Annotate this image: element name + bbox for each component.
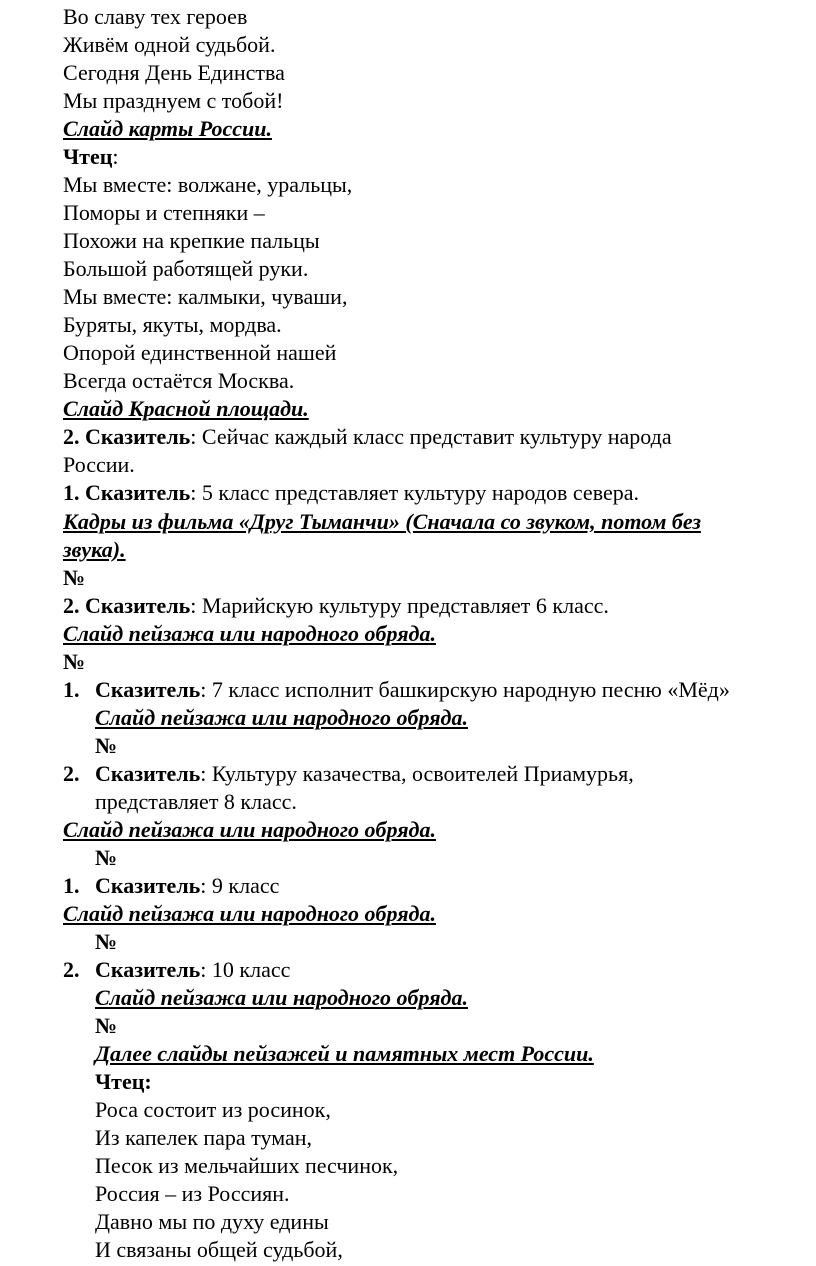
speaker-line — [95, 872, 279, 900]
list-number: 2. — [63, 957, 80, 982]
narrator-label: 2. Сказитель — [63, 424, 191, 449]
reader-label: Чтец — [63, 144, 113, 169]
list-number: 1. — [63, 677, 80, 702]
slide-instruction: Далее слайды пейзажей и памятных мест России. — [95, 1041, 594, 1066]
speaker-line — [95, 676, 730, 704]
narrator-label: 1. Сказитель — [63, 480, 191, 505]
poem-line: Похожи на крепкие пальцы — [63, 228, 320, 253]
poem-line: Мы вместе: калмыки, чуваши, — [63, 284, 348, 309]
slide-instruction: Слайд пейзажа или народного обряда. — [63, 901, 436, 926]
poem-line: Россия – из Россиян. — [95, 1181, 290, 1206]
speaker-line — [95, 956, 290, 984]
speaker-line — [63, 479, 639, 507]
speaker-line — [95, 760, 634, 788]
poem-line: Живём одной судьбой. — [63, 32, 276, 57]
reader-colon: : — [112, 144, 119, 169]
slide-instruction: Слайд пейзажа или народного обряда. — [95, 985, 468, 1010]
speaker-line — [63, 592, 609, 620]
slide-instruction: Слайд карты России. — [63, 116, 272, 141]
poem-line: Большой работящей руки. — [63, 256, 309, 281]
list-number: 2. — [63, 761, 80, 786]
poem-line: Песок из мельчайших песчинок, — [95, 1153, 399, 1178]
slide-instruction: Слайд Красной площади. — [63, 396, 309, 421]
narrator-label: Сказитель — [95, 677, 201, 702]
narrator-text: : 5 класс представляет культуру народов севера. — [190, 480, 639, 505]
poem-line: Мы празднуем с тобой! — [63, 88, 284, 113]
speaker-line-continuation: России. — [63, 452, 135, 477]
slide-instruction: звука). — [63, 537, 126, 562]
number-sign: № — [63, 565, 86, 590]
poem-line: Опорой единственной нашей — [63, 340, 337, 365]
slide-instruction: Кадры из фильма «Друг Тыманчи» (Сначала со звуком, потом без — [63, 509, 701, 534]
poem-line: Поморы и степняки – — [63, 200, 265, 225]
poem-line: Мы вместе: волжане, уральцы, — [63, 172, 353, 197]
slide-instruction: Слайд пейзажа или народного обряда. — [63, 817, 436, 842]
number-sign: № — [95, 929, 118, 954]
slide-instruction: Слайд пейзажа или народного обряда. — [95, 705, 468, 730]
narrator-text: : Сейчас каждый класс представит культуру народа — [190, 424, 672, 449]
narrator-text: : 10 класс — [200, 957, 291, 982]
narrator-text: : Марийскую культуру представляет 6 класс. — [190, 593, 609, 618]
narrator-label: 2. Сказитель — [63, 593, 191, 618]
number-sign: № — [63, 649, 86, 674]
poem-line: Давно мы по духу едины — [95, 1209, 329, 1234]
reader-label: Чтец: — [95, 1069, 152, 1094]
narrator-text: : 7 класс исполнит башкирскую народную песню «Мёд» — [200, 677, 730, 702]
speaker-line-continuation: представляет 8 класс. — [95, 789, 297, 814]
poem-line: Сегодня День Единства — [63, 60, 285, 85]
number-sign: № — [95, 733, 118, 758]
poem-line: Буряты, якуты, мордва. — [63, 312, 282, 337]
speaker-line — [63, 143, 119, 171]
poem-line: Всегда остаётся Москва. — [63, 368, 295, 393]
narrator-label: Сказитель — [95, 761, 201, 786]
speaker-line — [63, 423, 672, 451]
list-number: 1. — [63, 873, 80, 898]
number-sign: № — [95, 845, 118, 870]
narrator-text: : 9 класс — [200, 873, 280, 898]
narrator-label: Сказитель — [95, 957, 201, 982]
number-sign: № — [95, 1013, 118, 1038]
poem-line: Из капелек пара туман, — [95, 1125, 313, 1150]
slide-instruction: Слайд пейзажа или народного обряда. — [63, 621, 436, 646]
poem-line: Роса состоит из росинок, — [95, 1097, 331, 1122]
narrator-text: : Культуру казачества, освоителей Приамурья, — [200, 761, 634, 786]
poem-line: И связаны общей судьбой, — [95, 1237, 343, 1262]
poem-line: Во славу тех героев — [63, 4, 248, 29]
narrator-label: Сказитель — [95, 873, 201, 898]
